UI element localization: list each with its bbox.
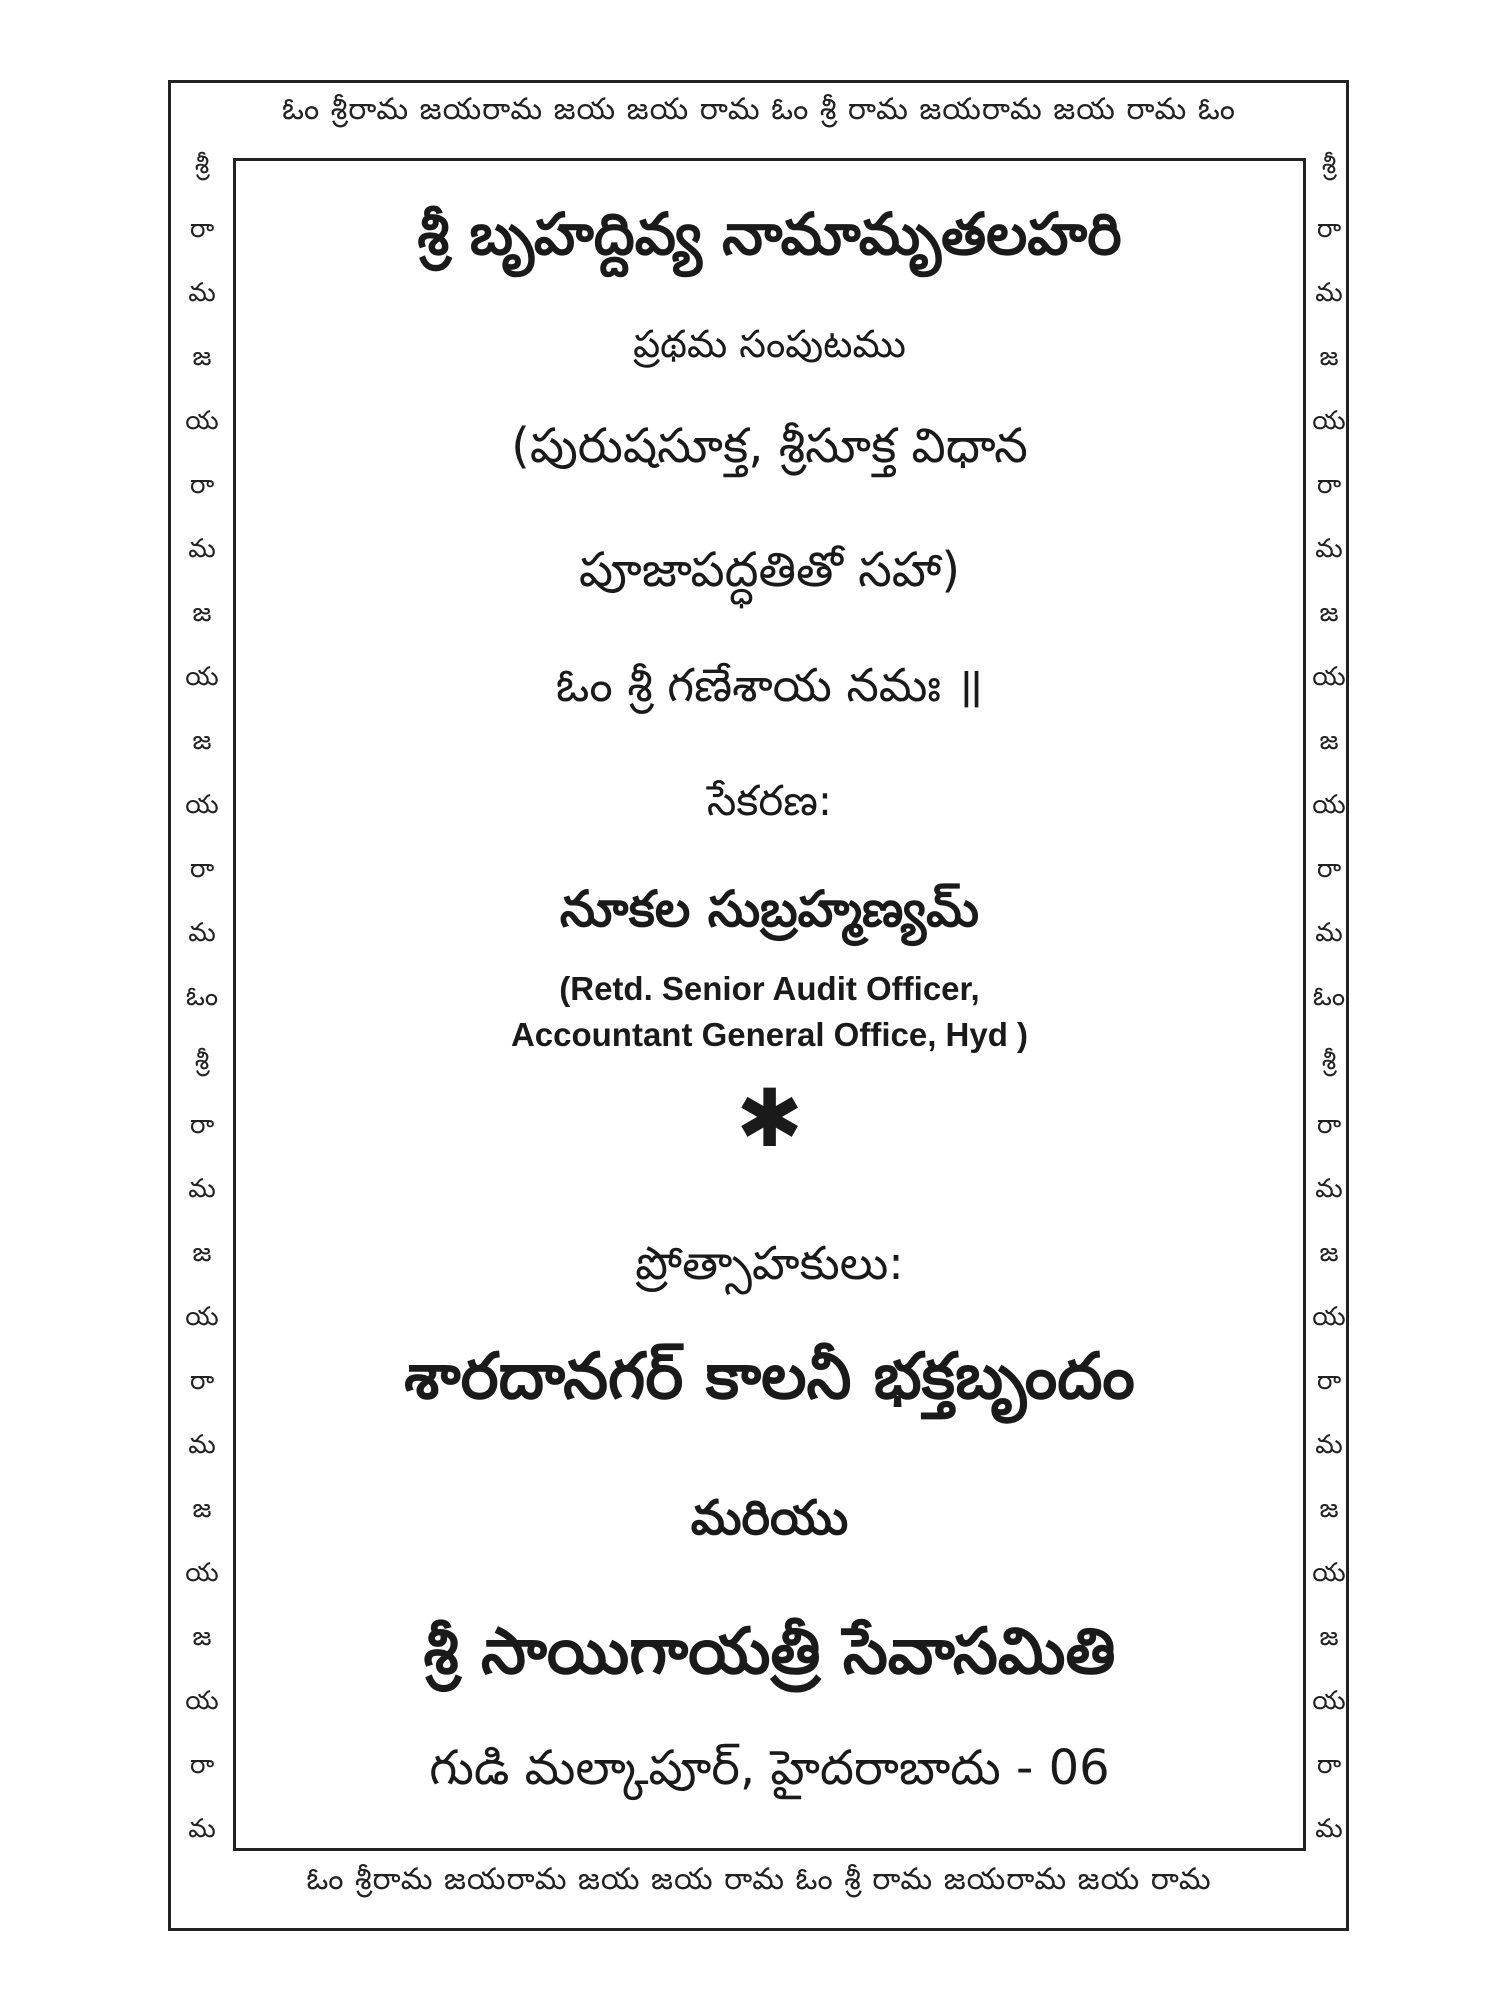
border-syllable: య: [1312, 1558, 1346, 1588]
conjunction: మరియు: [690, 1490, 849, 1546]
border-syllable: మ: [188, 278, 216, 308]
border-syllable: రా: [1316, 854, 1342, 884]
border-syllable: ఓం: [1312, 982, 1346, 1012]
compiled-by-label: సేకరణ:: [706, 776, 833, 825]
sponsors-label: ప్రోత్సాహకులు:: [635, 1236, 904, 1290]
border-text-bottom: ఓం శ్రీరామ జయరామ జయ జయ రామ ఓం శ్రీ రామ జయరామ జయ రామ: [306, 1862, 1212, 1897]
border-syllable: మ: [188, 1174, 216, 1204]
border-syllable: జ: [192, 1238, 212, 1268]
sponsor-1: శారదానగర్ కాలనీ భక్తబృందం: [404, 1340, 1135, 1414]
border-syllable: మ: [188, 534, 216, 564]
author-designation-1: (Retd. Senior Audit Officer,: [559, 970, 980, 1007]
border-syllable: య: [185, 1686, 219, 1716]
border-syllable: జ: [1319, 726, 1339, 756]
border-text-right: [1301, 150, 1357, 1850]
border-syllable: జ: [1319, 342, 1339, 372]
border-syllable: య: [185, 790, 219, 820]
border-syllable: జ: [192, 1494, 212, 1524]
border-syllable: రా: [1316, 470, 1342, 500]
subtitle-line-1: (పురుషసూక్త, శ్రీసూక్త విధాన: [511, 418, 1028, 474]
author-name: నూకల సుబ్రహ్మణ్యమ్: [559, 880, 980, 938]
border-syllable: ఓం: [185, 982, 219, 1012]
sponsor-2: శ్రీ సాయిగాయత్రీ సేవాసమితి: [423, 1615, 1116, 1689]
volume-label: ప్రథమ సంపుటము: [633, 322, 906, 366]
border-syllable: మ: [1315, 1174, 1343, 1204]
border-syllable: య: [1312, 1686, 1346, 1716]
asterisk-separator: ✱: [735, 1072, 804, 1165]
address: గుడి మల్కాపూర్, హైదరాబాదు - 06: [429, 1740, 1110, 1796]
border-syllable: శ్రీ: [1321, 1046, 1337, 1076]
border-syllable: య: [185, 406, 219, 436]
border-syllable: య: [185, 1558, 219, 1588]
book-title: శ్రీ బృహద్దివ్య నామామృతలహరి: [417, 200, 1122, 268]
border-text-left: [174, 150, 230, 1850]
border-syllable: మ: [1315, 918, 1343, 948]
border-syllable: య: [1312, 406, 1346, 436]
border-syllable: జ: [192, 598, 212, 628]
border-syllable: రా: [189, 854, 215, 884]
border-syllable: య: [185, 662, 219, 692]
border-syllable: మ: [188, 1430, 216, 1460]
border-syllable: రా: [1316, 1750, 1342, 1780]
border-syllable: జ: [192, 342, 212, 372]
border-syllable: మ: [1315, 278, 1343, 308]
border-syllable: జ: [1319, 1238, 1339, 1268]
border-syllable: రా: [1316, 214, 1342, 244]
border-syllable: జ: [1319, 1622, 1339, 1652]
border-syllable: మ: [1315, 1430, 1343, 1460]
border-syllable: మ: [188, 918, 216, 948]
border-syllable: య: [185, 1302, 219, 1332]
border-syllable: య: [1312, 790, 1346, 820]
invocation: ఓం శ్రీ గణేశాయ నమః ॥: [555, 658, 984, 712]
border-syllable: శ్రీ: [194, 150, 210, 180]
border-syllable: మ: [1315, 1814, 1343, 1844]
border-syllable: రా: [1316, 1110, 1342, 1140]
border-syllable: జ: [192, 726, 212, 756]
border-syllable: జ: [1319, 1494, 1339, 1524]
border-syllable: శ్రీ: [1321, 150, 1337, 180]
border-syllable: య: [1312, 662, 1346, 692]
border-syllable: మ: [188, 1814, 216, 1844]
border-syllable: జ: [192, 1622, 212, 1652]
author-designation-2: Accountant General Office, Hyd ): [510, 1016, 1029, 1053]
border-syllable: రా: [189, 214, 215, 244]
border-syllable: మ: [1315, 534, 1343, 564]
border-text-top: ఓం శ్రీరామ జయరామ జయ జయ రామ ఓం శ్రీ రామ జయరామ జయ రామ ఓం: [282, 92, 1236, 127]
border-syllable: రా: [189, 1366, 215, 1396]
border-syllable: రా: [189, 470, 215, 500]
border-syllable: రా: [1316, 1366, 1342, 1396]
subtitle-line-2: పూజాపద్ధతితో సహా): [578, 542, 961, 598]
border-syllable: శ్రీ: [194, 1046, 210, 1076]
border-syllable: రా: [189, 1110, 215, 1140]
border-syllable: రా: [189, 1750, 215, 1780]
border-syllable: య: [1312, 1302, 1346, 1332]
border-syllable: జ: [1319, 598, 1339, 628]
